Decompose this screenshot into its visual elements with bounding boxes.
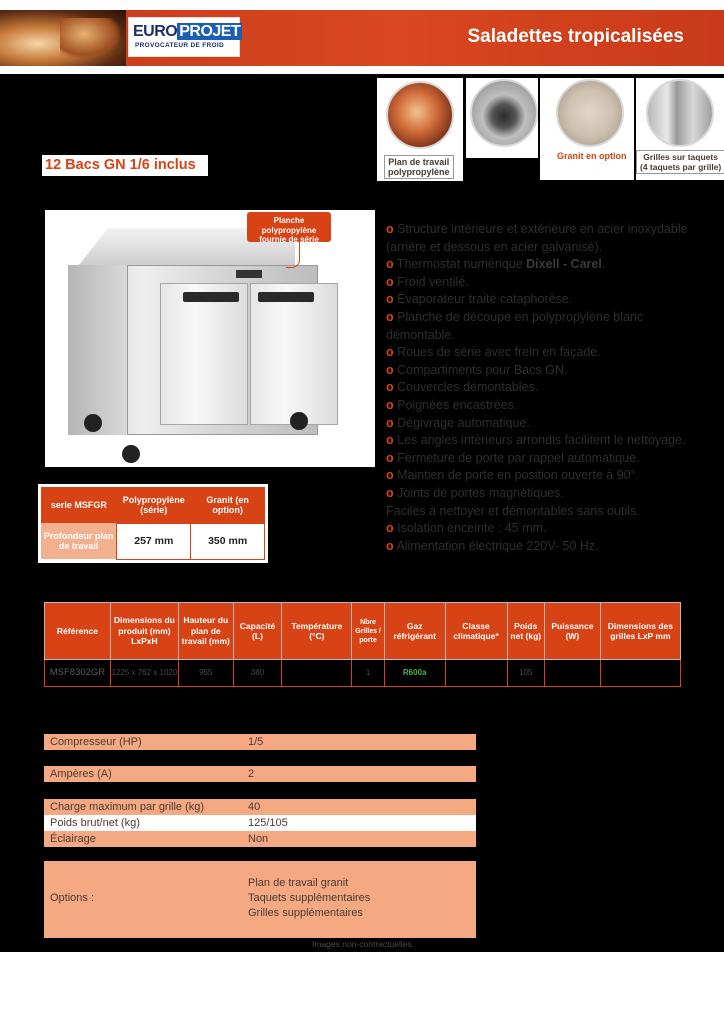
features-list: [386, 221, 718, 555]
option-row-amperes: [44, 766, 476, 782]
spec-header-cell: Capacité (L): [233, 603, 282, 660]
feature-item: [386, 379, 718, 397]
spec-cell-worktop-height: 955: [178, 660, 233, 687]
food-photo-image: [0, 10, 126, 66]
bullet-icon: o: [386, 485, 394, 500]
feature-item: [386, 520, 718, 538]
feature-text: Roues de série avec frein en façade.: [397, 345, 601, 360]
spec-cell-grid-dimensions: [600, 660, 680, 687]
spec-data-row: [45, 660, 681, 687]
europrojet-logo: [128, 17, 240, 57]
feature-item: [386, 450, 718, 468]
thermostat-display: [236, 270, 262, 278]
spec-header-cell: Référence: [45, 603, 111, 660]
bullet-icon: o: [386, 397, 394, 412]
feature-text: (arrière et dessous en acier galvanisé).: [386, 239, 603, 254]
serie-value-granit: 350 mm: [191, 523, 265, 559]
spec-cell-temperature: [282, 660, 352, 687]
option-value: 2: [248, 768, 255, 780]
caster-wheel: [84, 414, 102, 432]
disclaimer-text: Images non-contractuelles.: [312, 939, 415, 949]
feature-item: [386, 221, 718, 239]
product-side-panel: [68, 265, 128, 435]
feature-text: Alimentation électrique 220V- 50 Hz.: [396, 538, 599, 553]
spec-cell-dimensions: 1225 x 762 x 1020: [110, 660, 178, 687]
bullet-icon: o: [386, 292, 394, 307]
spec-header-cell: Puissance (W): [545, 603, 601, 660]
spec-header-cell: Température (°C): [282, 603, 352, 660]
option-value: 125/105: [248, 817, 288, 829]
spec-header-cell: Dimensions du produit (mm) LxPxH: [110, 603, 178, 660]
feature-text: Faciles à nettoyer et démontables sans outils.: [386, 503, 640, 518]
feature-text: Structure intérieure et extérieure en acier inoxydable: [397, 222, 688, 236]
feature-item: [386, 538, 718, 556]
spec-header-cell: Nbre Grilles / porte: [352, 603, 384, 660]
feature-text: Fermeture de porte par rappel automatique.: [397, 450, 640, 465]
included-pans-banner: 12 Bacs GN 1/6 inclus: [42, 155, 208, 176]
feature-text: Les angles intérieurs arrondis facilitent le nettoyage.: [397, 433, 686, 448]
option-value: 1/5: [248, 736, 264, 748]
option-key: Éclairage: [50, 833, 96, 845]
shelf-rails-photo: [646, 79, 714, 147]
spec-header-cell: Poids net (kg): [507, 603, 545, 660]
option-row-compressor: [44, 734, 476, 750]
logo-projet-text: PROJET: [179, 23, 241, 40]
serie-table-card: [38, 484, 268, 563]
bullet-icon: o: [386, 274, 394, 289]
option-row-lighting: [44, 831, 476, 847]
feature-text: démontable.: [386, 327, 455, 342]
bullet-icon: o: [386, 433, 394, 448]
spec-header-cell: Hauteur du plan de travail (mm): [178, 603, 233, 660]
options-item: Grilles supplémentaires: [248, 907, 363, 919]
bullet-icon: o: [386, 468, 394, 483]
bullet-icon: o: [386, 450, 394, 465]
board-callout: [247, 212, 331, 242]
feature-item: [386, 256, 718, 274]
feature-text: .: [601, 257, 606, 272]
options-label: Options :: [50, 892, 95, 904]
spec-cell-power: [545, 660, 601, 687]
feature-item: [386, 309, 718, 327]
feature-item: [386, 239, 718, 257]
options-block: [44, 861, 476, 938]
right-door: [250, 283, 338, 425]
serie-table: [41, 487, 265, 560]
spec-header-cell: Dimensions des grilles LxP mm: [600, 603, 680, 660]
bullet-icon: o: [386, 362, 394, 377]
feature-text: Poignées encastrées.: [397, 397, 518, 412]
feature-item: [386, 362, 718, 380]
option-value: Non: [248, 833, 269, 845]
spec-table: [44, 602, 681, 687]
feature-text: Isolation enceinte : 45 mm.: [397, 521, 547, 536]
spec-cell-capacity: 380: [233, 660, 282, 687]
feature-text: Dixell - Carel: [526, 257, 602, 272]
caster-wheel: [290, 412, 308, 430]
bullet-icon: o: [386, 538, 394, 553]
feature-text: Compartiments pour Bacs GN.: [397, 362, 568, 377]
feature-text: Thermostat numérique: [396, 257, 527, 272]
bullet-icon: o: [386, 222, 394, 236]
serie-corner: serie MSFGR: [41, 487, 117, 523]
options-item: Plan de travail granit: [248, 877, 349, 889]
feature-label-shelves: [636, 150, 724, 174]
caster-wheel: [122, 445, 140, 463]
option-value: 40: [248, 801, 261, 813]
right-door-handle: [258, 292, 314, 302]
logo-euro-text: EURO: [133, 23, 178, 40]
spec-header-row: [45, 603, 681, 660]
options-item: Taquets supplémentaires: [248, 892, 371, 904]
feature-label-worktop: [384, 155, 454, 179]
prep-table-board-photo: [386, 81, 454, 149]
board-callout-line: fournie de série: [259, 235, 319, 244]
spec-cell-gas: R600a: [384, 660, 445, 687]
left-door-handle: [183, 292, 239, 302]
option-key: Ampères (A): [50, 768, 112, 780]
feature-item: [386, 291, 718, 309]
feature-text: Joints de portes magnétiques.: [397, 485, 564, 500]
feature-text: Évaporateur traité cataphorèse.: [397, 292, 573, 307]
feature-item: [386, 397, 718, 415]
feature-text: Dégivrage automatique.: [397, 415, 530, 430]
caster-wheel-photo: [470, 79, 538, 147]
option-key: Charge maximum par grille (kg): [50, 801, 205, 813]
feature-item: [386, 415, 718, 433]
feature-item: [386, 467, 718, 485]
serie-col-granit: Granit (en option): [191, 487, 265, 523]
spec-cell-grids: 1: [352, 660, 384, 687]
feature-label-line: (4 taquets par grille): [640, 162, 722, 172]
spec-cell-reference: MSF8302GR: [45, 660, 111, 687]
feature-text: Froid ventilé.: [397, 274, 469, 289]
spec-header-cell: Gaz réfrigérant: [384, 603, 445, 660]
options-list: [248, 876, 370, 921]
left-door: [160, 283, 248, 425]
feature-text: Maintien de porte en position ouverte à 90°.: [397, 468, 640, 483]
serie-row-label: Profondeur plan de travail: [41, 523, 117, 559]
bullet-icon: o: [386, 380, 394, 395]
granite-top-photo: [556, 79, 624, 147]
serie-value-polypropylene: 257 mm: [117, 523, 191, 559]
feature-text: Couvercles démontables.: [397, 380, 539, 395]
feature-item: [386, 344, 718, 362]
spec-cell-weight: 105: [507, 660, 545, 687]
feature-label-line: polypropylène: [388, 167, 450, 177]
bullet-icon: o: [386, 345, 394, 360]
spec-cell-climate-class: [445, 660, 507, 687]
feature-item: [386, 274, 718, 292]
feature-label-line: Grilles sur taquets: [643, 152, 718, 162]
feature-text: Planche de découpe en polypropylène blanc: [397, 309, 644, 324]
option-key: Compresseur (HP): [50, 736, 142, 748]
callout-connector: [286, 242, 300, 268]
board-callout-line: Planche polypropylène: [261, 216, 317, 235]
bullet-icon: o: [386, 309, 394, 324]
logo-tagline: PROVOCATEUR DE FROID: [135, 42, 224, 49]
feature-label-line: Plan de travail: [388, 157, 450, 167]
bullet-icon: o: [386, 521, 394, 536]
feature-item: [386, 432, 718, 450]
spec-header-cell: Classe climatique*: [445, 603, 507, 660]
page-title: Saladettes tropicalisées: [467, 26, 684, 47]
feature-item: [386, 327, 718, 345]
feature-label-granite: Granit en option: [557, 151, 627, 161]
option-key: Poids brut/net (kg): [50, 817, 140, 829]
option-row-max-load: [44, 799, 476, 815]
bullet-icon: o: [386, 257, 394, 272]
feature-item: [386, 485, 718, 503]
bullet-icon: o: [386, 415, 394, 430]
option-row-weight: [44, 815, 476, 831]
feature-item: [386, 503, 718, 521]
serie-col-polypropylene: Polypropylène (série): [117, 487, 191, 523]
